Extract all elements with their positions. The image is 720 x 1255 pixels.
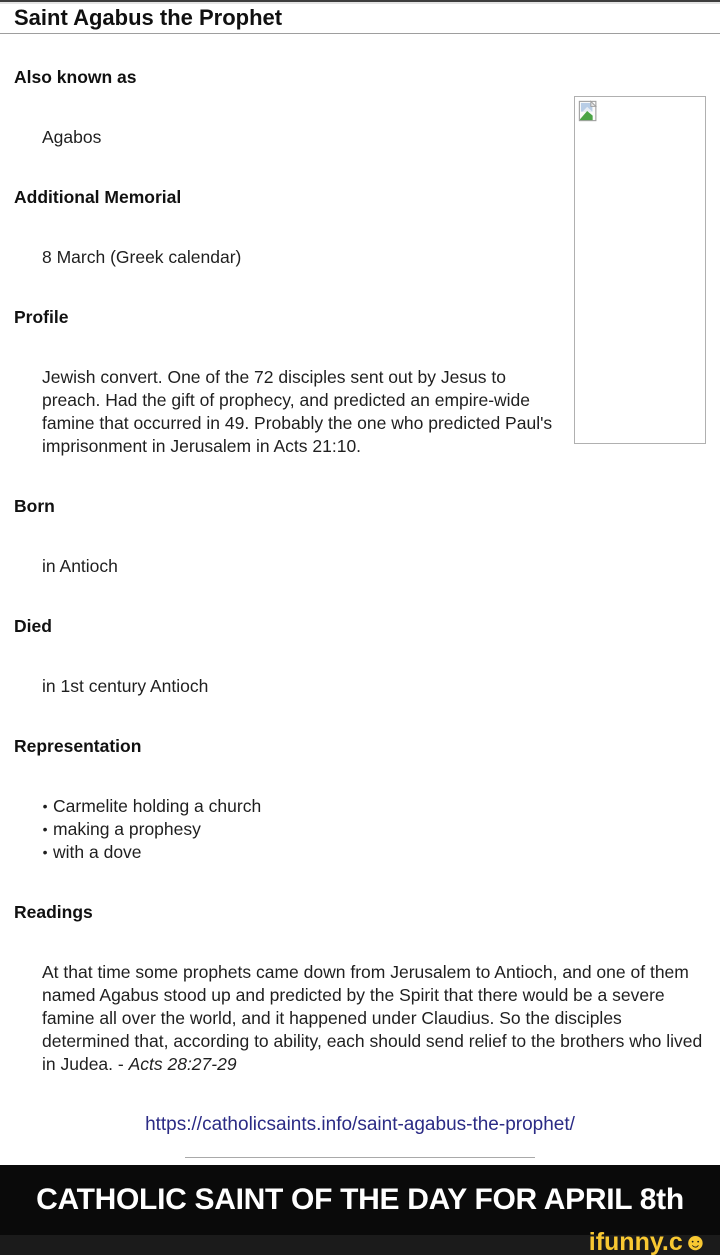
page-title: Saint Agabus the Prophet <box>14 5 283 30</box>
section-heading: Profile <box>14 307 69 327</box>
bullet-dot: • <box>42 798 48 815</box>
broken-image-icon <box>578 100 600 122</box>
ifunny-watermark-text: ifunny.c <box>588 1228 683 1255</box>
bullet-dot: • <box>42 844 48 861</box>
bullet-dot: • <box>42 821 48 838</box>
section-paragraph <box>42 961 706 1076</box>
bottom-separator-line <box>185 1157 535 1158</box>
source-link[interactable]: https://catholicsaints.info/saint-agabus-the-prophet/ <box>145 1114 575 1135</box>
scripture-citation: Acts 28:27-29 <box>128 1054 237 1074</box>
bullet-text: Carmelite holding a church <box>53 796 262 816</box>
article-body <box>0 66 720 1136</box>
smiley-icon: ☻ <box>682 1229 708 1255</box>
section-heading: Representation <box>14 736 142 756</box>
saint-image-placeholder <box>574 96 706 444</box>
bullet-item <box>42 818 706 841</box>
section-heading: Died <box>14 616 52 636</box>
title-divider <box>0 33 720 34</box>
detail-line: 8 March (Greek calendar) <box>42 247 242 267</box>
section-heading: Also known as <box>14 67 137 87</box>
caption-banner: CATHOLIC SAINT OF THE DAY FOR APRIL 8th <box>0 1165 720 1235</box>
source-link-row <box>28 1113 692 1136</box>
section-heading: Born <box>14 496 55 516</box>
ifunny-watermark <box>589 1229 708 1255</box>
paragraph-text: Jewish convert. One of the 72 disciples sent out by Jesus to preach. Had the gift of prophecy, and predicted an empire-wide famine that occurred in 49. Probably the one who predicted Paul's imprisonment in Jerusalem in Acts 21:10. <box>42 367 553 456</box>
detail-line: in Antioch <box>42 556 118 576</box>
detail-line: in 1st century Antioch <box>42 676 209 696</box>
detail-line: Agabos <box>42 127 102 147</box>
top-shadow-bar <box>0 2 720 4</box>
bullet-item <box>42 841 706 864</box>
section-heading: Readings <box>14 902 93 922</box>
paragraph-text: At that time some prophets came down from Jerusalem to Antioch, and one of them named Agabus stood up and predicted by the Spirit that there would be a severe famine all over the world, and it happened under Claudius. So the disciples determined that, according to ability, each should send relief to the brothers who lived in Judea. - <box>42 962 703 1074</box>
section-heading: Additional Memorial <box>14 187 182 207</box>
bullet-list <box>42 795 706 864</box>
bullet-text: making a prophesy <box>53 819 201 839</box>
bullet-item <box>42 795 706 818</box>
bullet-text: with a dove <box>53 842 142 862</box>
